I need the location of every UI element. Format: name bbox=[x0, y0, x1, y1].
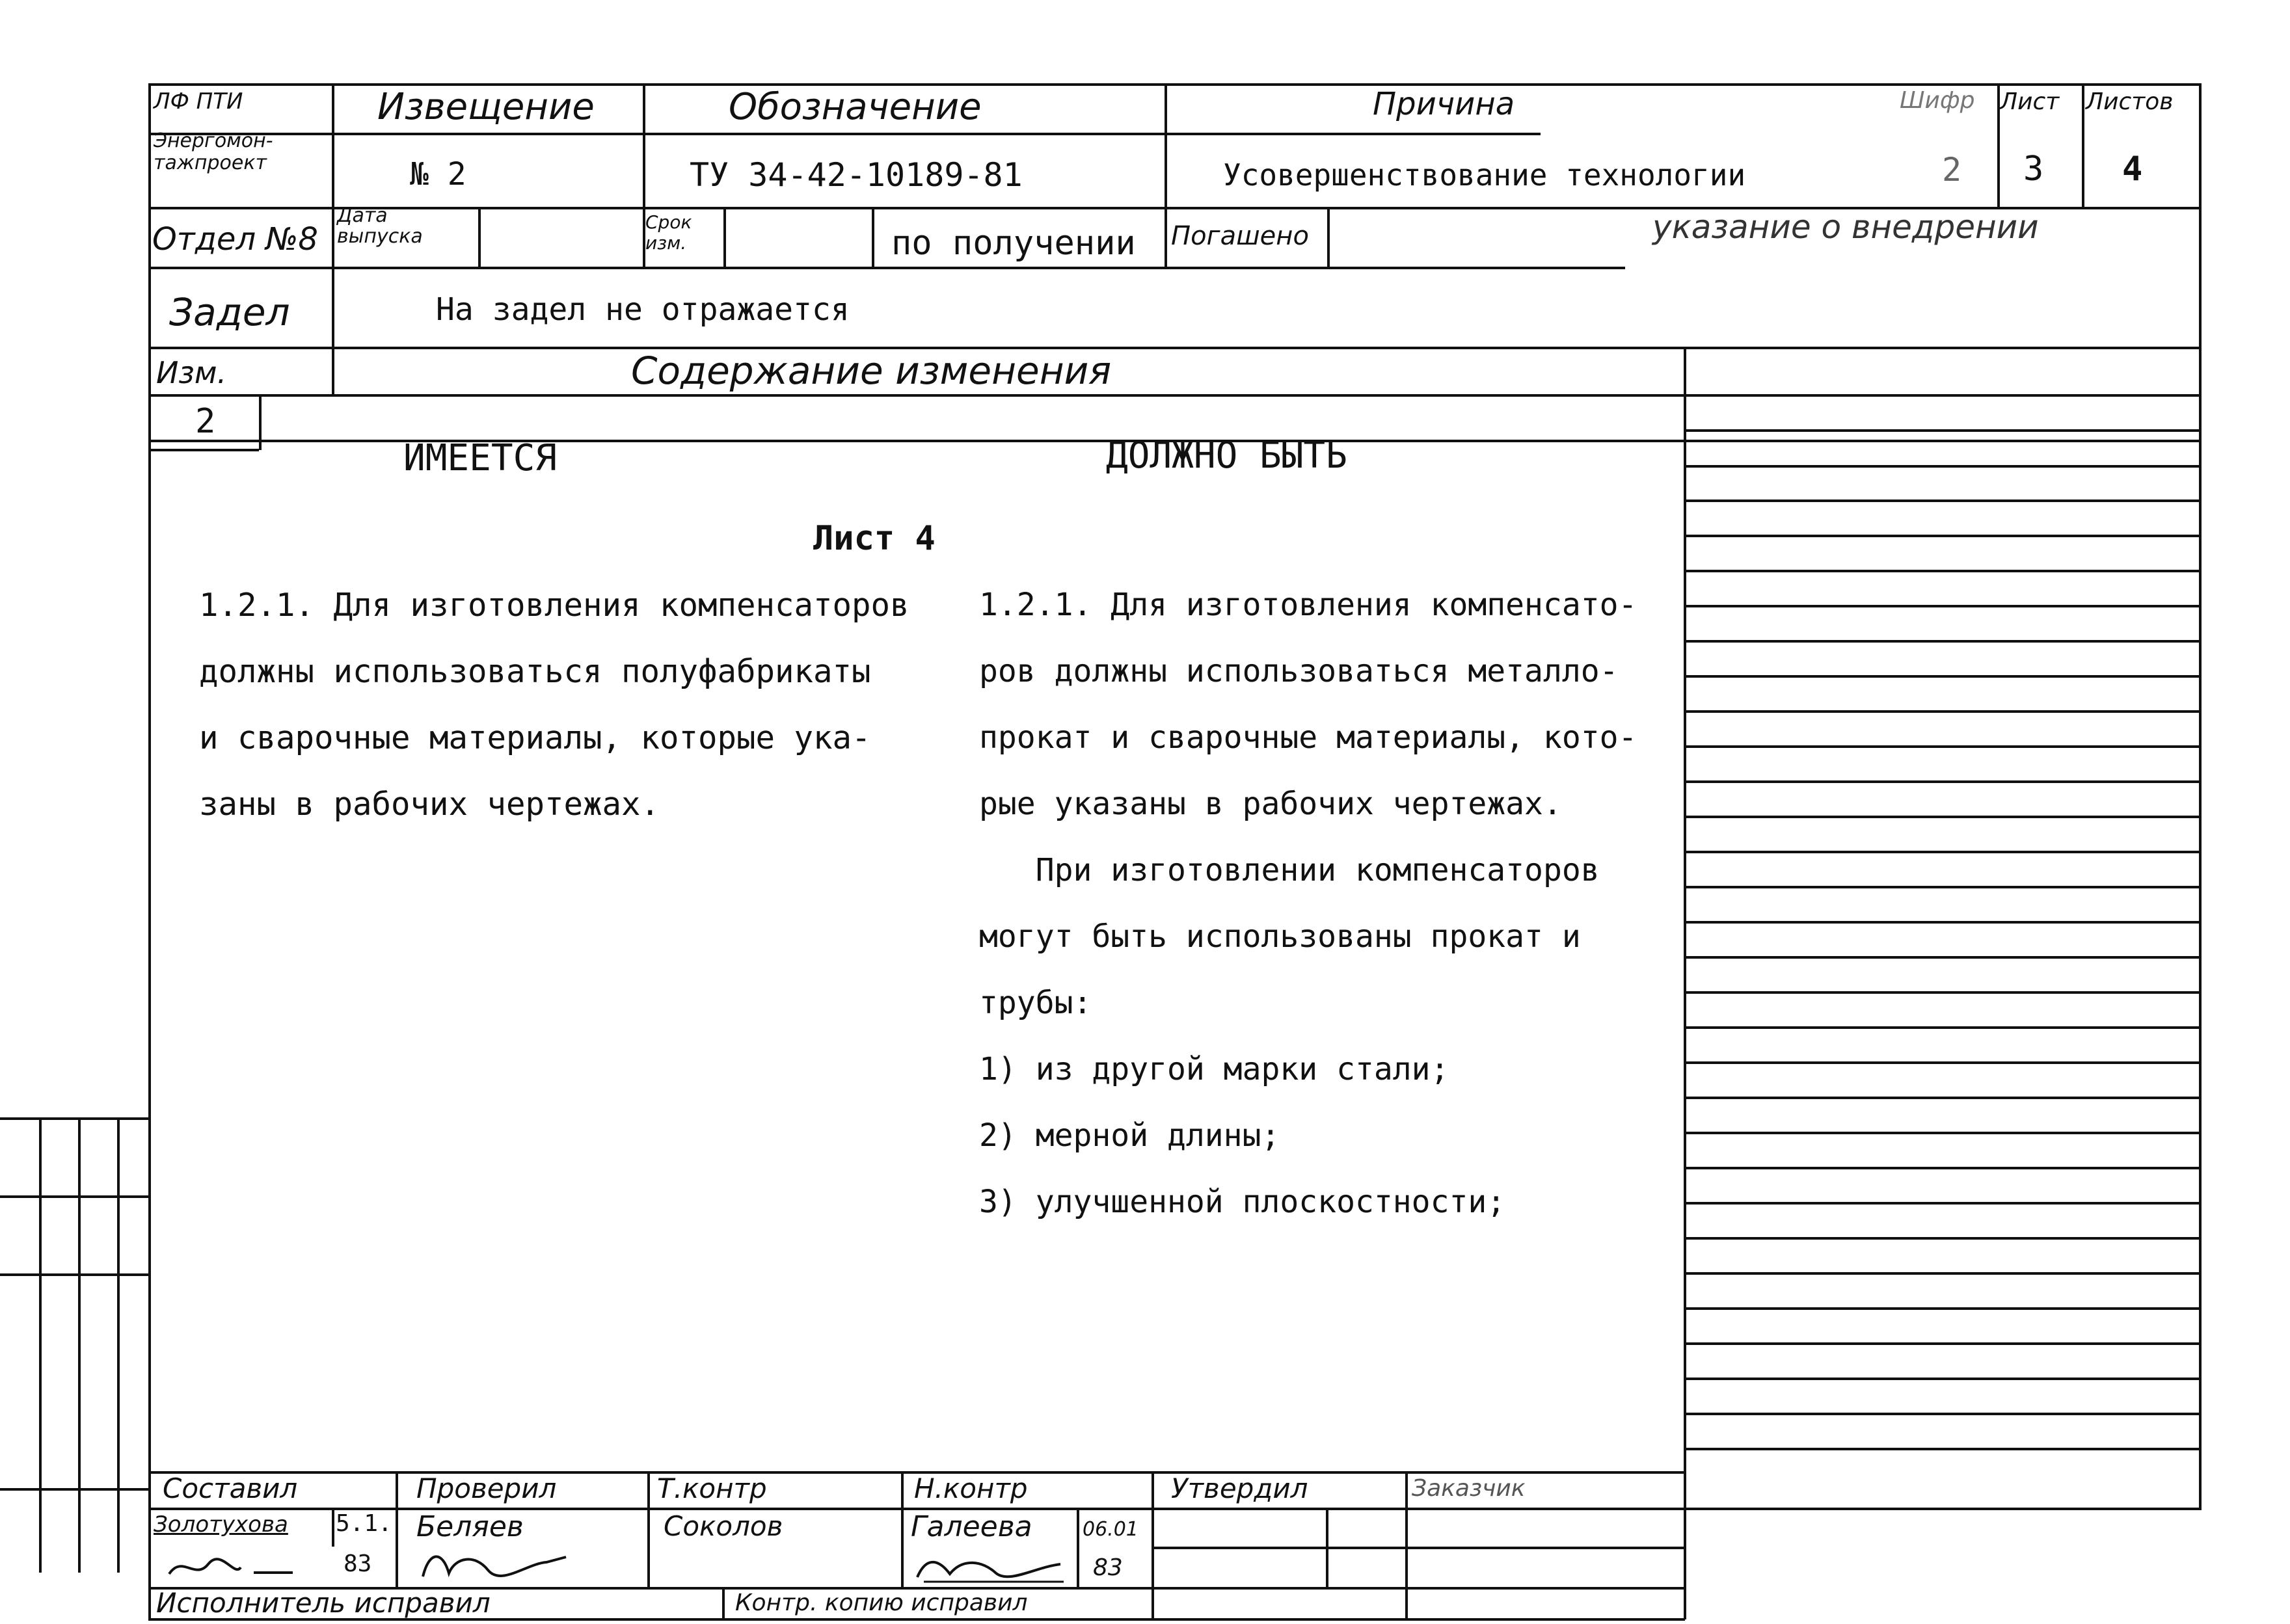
right-line-5: При изготовлении компенсаторов bbox=[979, 852, 1600, 888]
sheet-value: 3 bbox=[2023, 150, 2044, 189]
tcontrol-label: Т.контр bbox=[657, 1472, 767, 1504]
code-value: 2 bbox=[1942, 151, 1962, 189]
right-line-7: трубы: bbox=[979, 985, 1092, 1021]
reason-value: Усовершенствование технологии bbox=[1223, 157, 1746, 193]
executor-label: Исполнитель исправил bbox=[156, 1587, 491, 1619]
backlog-value: На задел не отражается bbox=[436, 291, 850, 328]
approval-note: указание о внедрении bbox=[1652, 208, 2039, 246]
checked-name: Беляев bbox=[416, 1510, 524, 1543]
code-label: Шифр bbox=[1900, 87, 1975, 114]
notice-number: № 2 bbox=[410, 156, 466, 193]
checked-label: Проверил bbox=[416, 1472, 557, 1504]
term-label: Срок изм. bbox=[645, 211, 692, 254]
sheets-label: Листов bbox=[2086, 88, 2174, 115]
right-line-8: 1) из другой марки стали; bbox=[979, 1051, 1449, 1087]
left-line-2: должны использоваться полуфабрикаты bbox=[199, 653, 871, 690]
change-label: Изм. bbox=[156, 355, 227, 390]
org-subtitle: Энергомон-тажпроект bbox=[154, 129, 273, 174]
left-line-1: 1.2.1. Для изготовления компенсаторов bbox=[199, 587, 909, 624]
compiled-date-1: 5.1. bbox=[336, 1510, 392, 1537]
left-line-4: заны в рабочих чертежах. bbox=[199, 786, 660, 823]
approved-label: Утвердил bbox=[1171, 1472, 1308, 1504]
right-line-2: ров должны использоваться металло- bbox=[979, 653, 1619, 689]
right-line-9: 2) мерной длины; bbox=[979, 1117, 1280, 1154]
right-heading: ДОЛЖНО БЫТЬ bbox=[1106, 434, 1347, 477]
right-line-10: 3) улучшенной плоскостности; bbox=[979, 1184, 1506, 1220]
copy-check-label: Контр. копию исправил bbox=[735, 1590, 1028, 1616]
designation-value: ТУ 34-42-10189-81 bbox=[690, 156, 1023, 194]
tcontrol-name: Соколов bbox=[664, 1510, 783, 1542]
signature-ncontrol bbox=[911, 1548, 1073, 1587]
reason-label: Причина bbox=[1373, 86, 1515, 122]
sheet-label: Лист bbox=[2000, 88, 2060, 115]
left-heading: ИМЕЕТСЯ bbox=[403, 437, 558, 479]
compiled-date-2: 83 bbox=[344, 1551, 372, 1577]
left-line-3: и сварочные материалы, которые ука- bbox=[199, 719, 871, 756]
department: Отдел №8 bbox=[152, 221, 318, 258]
signature-compiled bbox=[163, 1548, 319, 1587]
right-line-4: рые указаны в рабочих чертежах. bbox=[979, 786, 1562, 822]
ncontrol-date-2: 83 bbox=[1093, 1554, 1123, 1581]
content-label: Содержание изменения bbox=[631, 349, 1112, 393]
org-name: ЛФ ПТИ bbox=[154, 88, 243, 114]
issue-date-label: Дата выпуска bbox=[337, 204, 423, 248]
right-line-1: 1.2.1. Для изготовления компенсато- bbox=[979, 587, 1637, 623]
ncontrol-date-1: 06.01 bbox=[1083, 1518, 1138, 1541]
sheets-value: 4 bbox=[2122, 150, 2143, 189]
ncontrol-label: Н.контр bbox=[914, 1472, 1028, 1504]
sheet-reference: Лист 4 bbox=[813, 519, 936, 558]
compiled-label: Составил bbox=[163, 1472, 298, 1504]
signature-checked bbox=[416, 1544, 579, 1587]
ncontrol-name: Галеева bbox=[911, 1510, 1032, 1543]
repaid-label: Погашено bbox=[1171, 221, 1309, 251]
designation-label: Обозначение bbox=[729, 86, 982, 128]
backlog-label: Задел bbox=[169, 290, 290, 334]
customer-label: Заказчик bbox=[1412, 1475, 1526, 1502]
compiled-name: Золотухова bbox=[154, 1511, 288, 1537]
right-line-6: могут быть использованы прокат и bbox=[979, 918, 1581, 955]
right-line-3: прокат и сварочные материалы, кото- bbox=[979, 719, 1637, 756]
term-value: по получении bbox=[891, 224, 1136, 263]
notice-label: Извещение bbox=[377, 86, 595, 128]
change-number: 2 bbox=[195, 402, 216, 441]
